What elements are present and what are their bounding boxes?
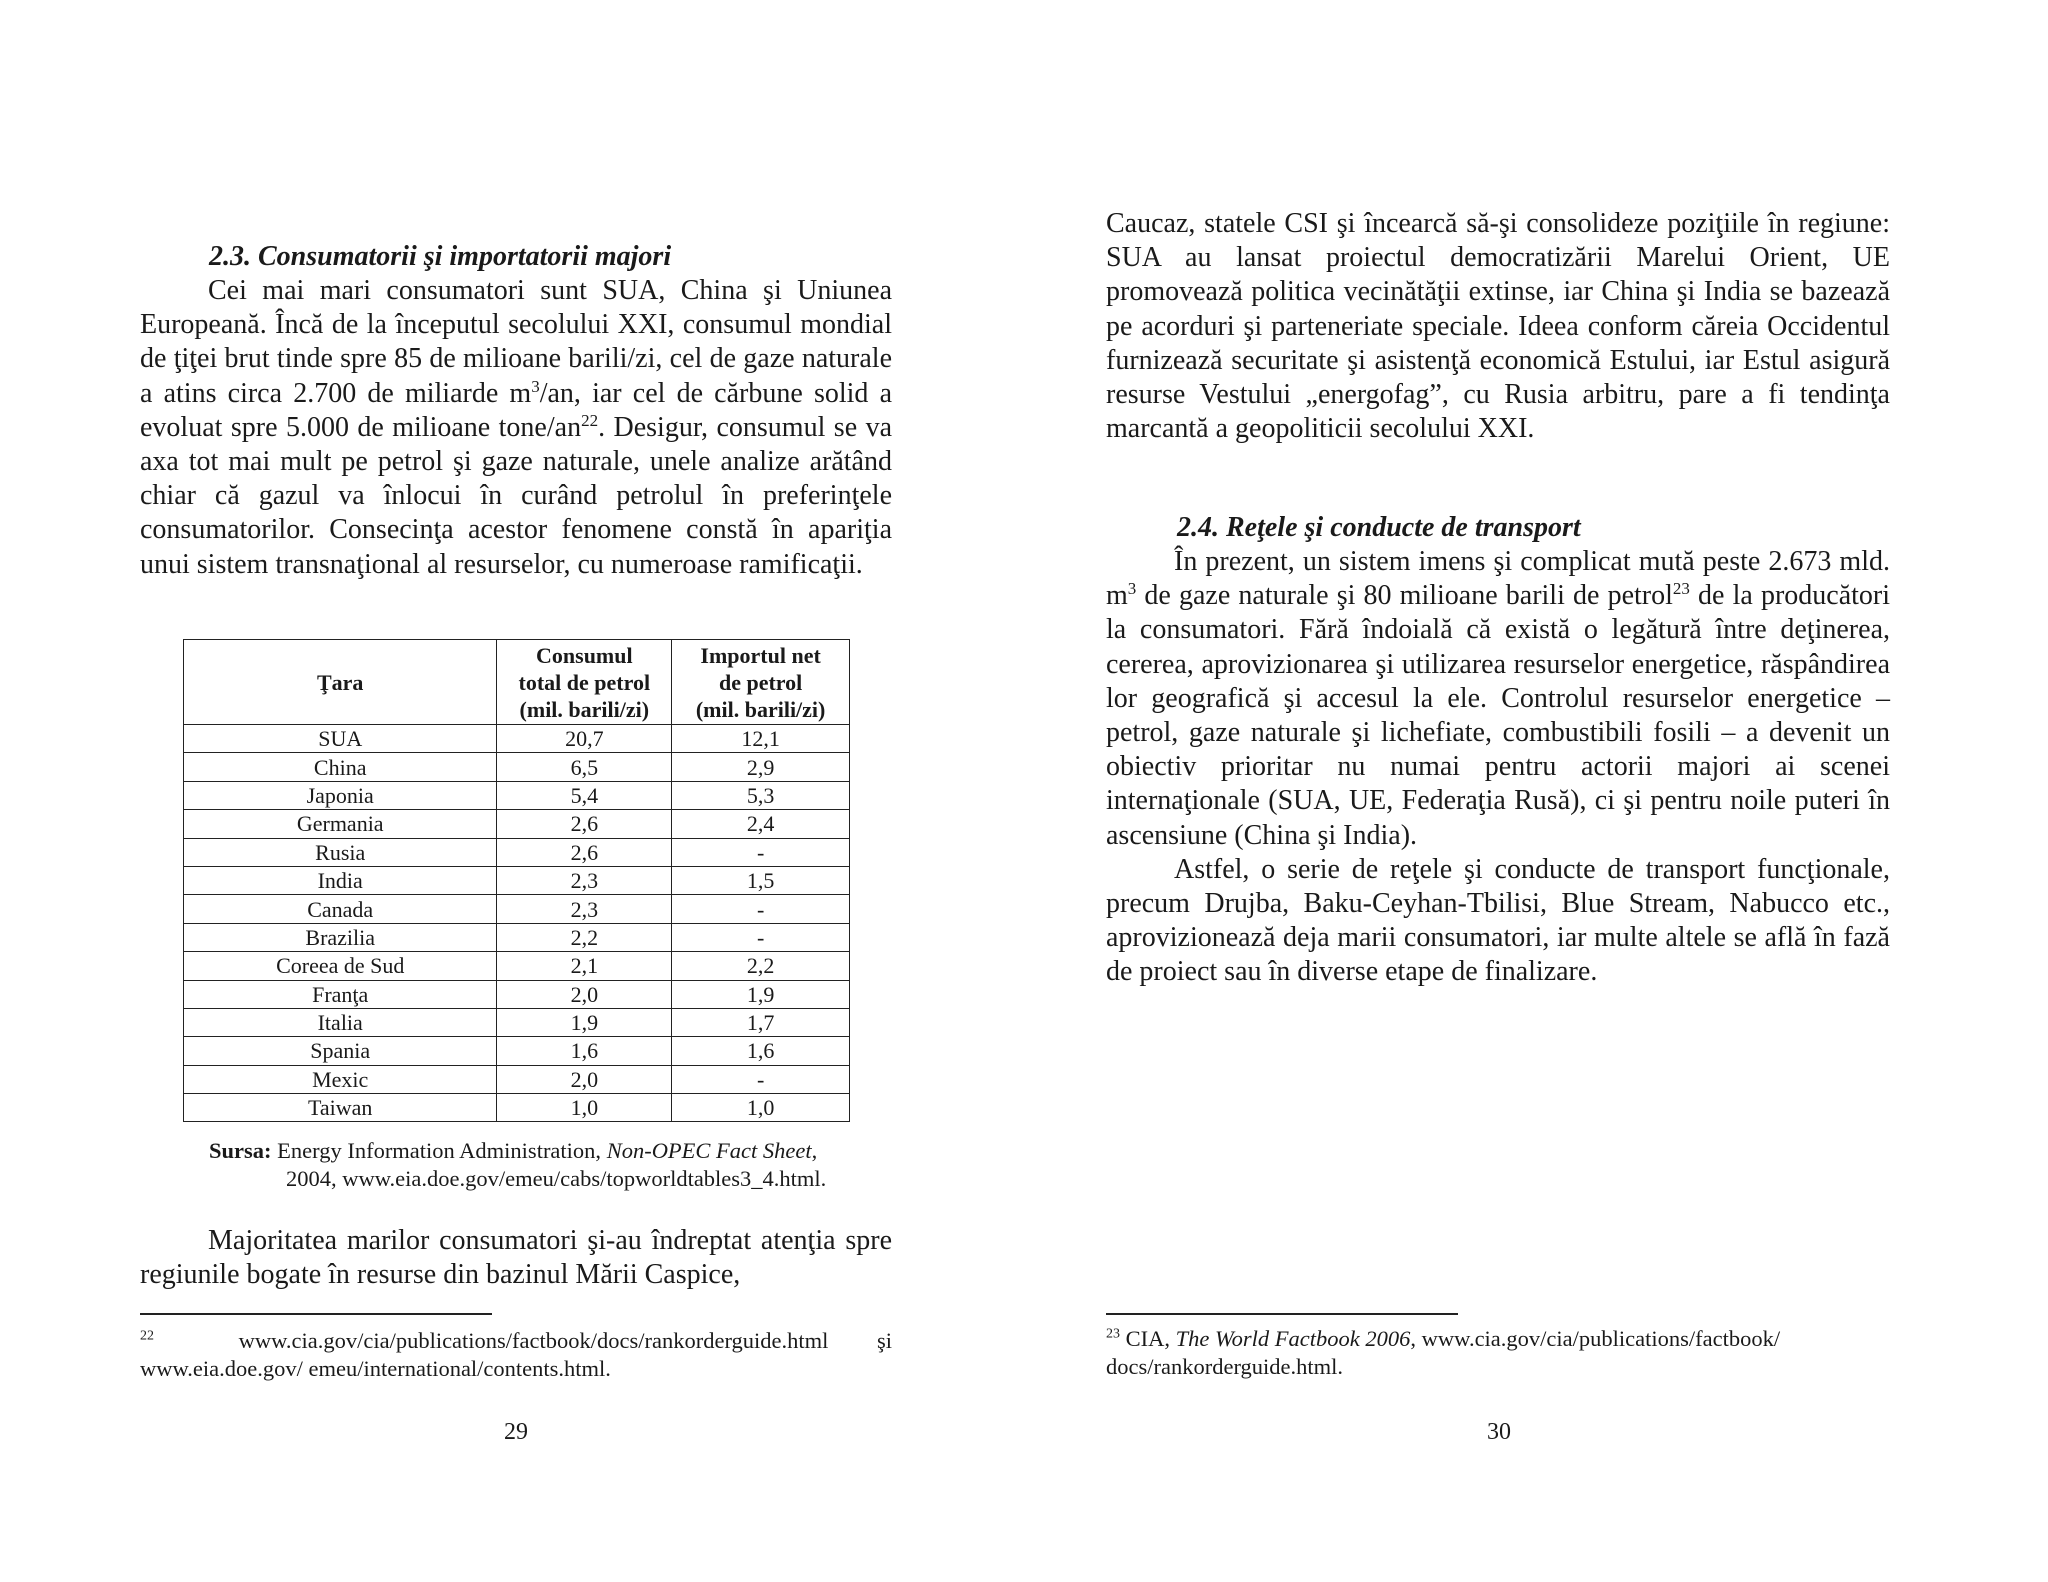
- table-row: Canada 2,3 -: [184, 895, 850, 923]
- table-row: Franţa 2,0 1,9: [184, 980, 850, 1008]
- source-url[interactable]: 2004, www.eia.doe.gov/emeu/cabs/topworldtables3_4.html.: [286, 1166, 827, 1191]
- right-page: [1024, 0, 2048, 1582]
- footnote-source-title: The World Factbook 2006: [1175, 1326, 1411, 1351]
- table-row: Italia 1,9 1,7: [184, 1008, 850, 1036]
- intro-paragraph: Cei mai mari consumatori sunt SUA, China şi Uniunea Europeană. Încă de la începutul secolului XXI, consumul mondial de ţiţei brut tinde spre 85 de milioane barili/zi, cel de gaze naturale a atins circa 2.700 de miliarde $m^3/an$, iar cel de cărbune solid a evoluat spre 5.000 de milioane tone/$an^{22}$. Desigur, consumul se va axa tot mai mult pe petrol şi gaze naturale, unele analize arătând chiar că gazul va înlocui în curând petrolul în preferinţele consumatorilor. Consecinţa acestor fenomene constă în apariţia unui sistem transnaţional al resurselor, cu numeroase ramificaţii.: [140, 275, 892, 580]
- page-number: 29: [504, 1419, 528, 1445]
- footnote-divider: [140, 1313, 492, 1315]
- source-title: Non-OPEC Fact Sheet: [606, 1138, 812, 1163]
- table-header-row: [184, 640, 850, 725]
- table-row: Coreea de Sud 2,1 2,2: [184, 952, 850, 980]
- table-row: Germania 2,6 2,4: [184, 810, 850, 838]
- transport-paragraph: În prezent, un sistem imens şi complicat mută peste 2.673 mld. $m^3$ de gaze naturale şi 80 milioane barili de petrol$^{23}$ de la producători la consumatori. Fără îndoială că există o legătură între deţinerea, cererea, aprovizionarea şi utilizarea resurselor energetice, răspândirea lor geografică şi accesul la ele. Controlul resurselor energetice – petrol, gaze naturale şi lichefiate, combustibili fosili – a devenit un obiectiv prioritar nu numai pentru actorii majori ai scenei internaţionale (SUA, UE, Federaţia Rusă), ci şi pentru noile puteri în ascensiune (China şi India). Astfel, o serie de reţele şi conducte de transport funcţionale, precum Drujba, Baku-Ceyhan-Tbilisi, Blue Stream, Nabucco etc., aprovizionează deja marii consumatori, iar multe altele se află în fază de proiect sau în diverse etape de finalizare.: [1106, 546, 1891, 988]
- header-imports: Importul net de petrol (mil. barili/zi): [672, 640, 850, 725]
- table-row: Taiwan 1,0 1,0: [184, 1094, 850, 1122]
- table-row: China 6,5 2,9: [184, 753, 850, 781]
- page-number: 30: [1487, 1419, 1511, 1445]
- footnote-number: 23: [1106, 1326, 1120, 1342]
- continuation-paragraph: Caucaz, statele CSI şi încearcă să-şi consolideze poziţiile în regiune: SUA au lansat proiectul democratizării Marelui Orient, UE promovează politica vecinătăţii extinse, iar China şi India se bazează pe acorduri şi parteneriate speciale. Ideea conform căreia Occidentul furnizează securitate şi asistenţă economică Estului, iar Estul asigură resurse Vestului „energofag”, cu Rusia arbitru, pare a fi tendinţa marcantă a geopoliticii secolului XXI.: [1106, 208, 1890, 445]
- header-consumption: Consumul total de petrol (mil. barili/zi): [497, 640, 672, 725]
- oil-consumption-table: [183, 639, 850, 1122]
- table-row: Mexic 2,0 -: [184, 1065, 850, 1093]
- table-row: India 2,3 1,5: [184, 866, 850, 894]
- table-source-note: Sursa: Energy Information Administration, Non-OPEC Fact Sheet, 2004, www.eia.doe.gov/emeu/cabs/topworldtables3_4.html.: [209, 1137, 893, 1193]
- table-row: SUA 20,7 12,1: [184, 725, 850, 753]
- closing-paragraph: Majoritatea marilor consumatori şi-au îndreptat atenţia spre regiunile bogate în resurse din bazinul Mării Caspice,: [140, 1225, 892, 1291]
- footnote-22: $^{22}$ www.cia.gov/cia/publications/factbook/docs/rankorderguide.html şi www.eia.doe.gov/ emeu/international/contents.html.: [140, 1328, 893, 1381]
- table-row: Rusia 2,6 -: [184, 838, 850, 866]
- table-row: Japonia 5,4 5,3: [184, 781, 850, 809]
- table-row: Brazilia 2,2 -: [184, 923, 850, 951]
- section-heading-2-4: 2.4. Reţele şi conducte de transport: [1177, 512, 1581, 543]
- footnote-divider: [1106, 1313, 1458, 1315]
- footnote-ref-23[interactable]: 23: [1672, 579, 1690, 599]
- section-heading-2-3: 2.3. Consumatorii şi importatorii majori: [209, 241, 672, 272]
- source-label: Sursa:: [209, 1138, 272, 1163]
- footnote-ref-22[interactable]: 22: [581, 410, 599, 430]
- table-row: Spania 1,6 1,6: [184, 1037, 850, 1065]
- header-country: Ţara: [184, 640, 497, 725]
- footnote-23: $^{23}$ CIA, The World Factbook 2006, www.cia.gov/cia/publications/factbook/ docs/rankorderguide.html.: [1106, 1326, 1781, 1379]
- footnote-number: 22: [140, 1328, 154, 1344]
